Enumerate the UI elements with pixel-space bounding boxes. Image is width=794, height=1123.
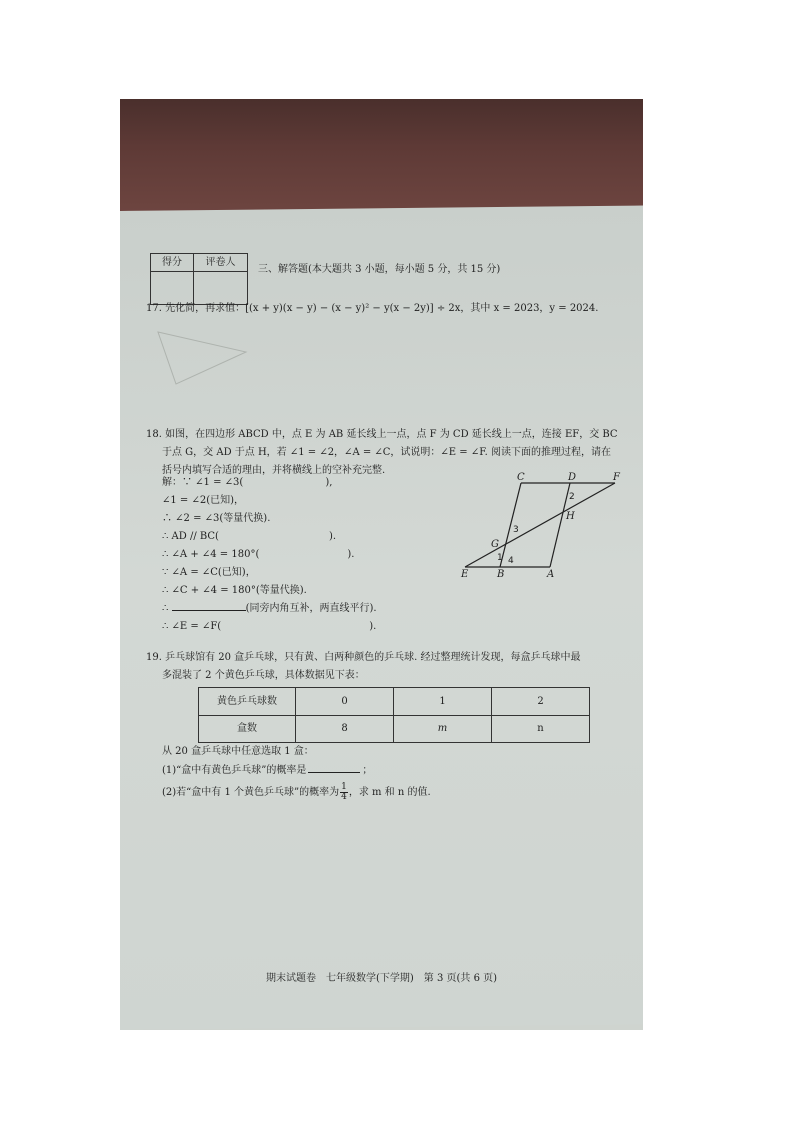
fraction: $\frac{1}{4}$ — [341, 782, 347, 802]
proof-step-9: ∴ ∠E = ∠F( ). — [162, 621, 377, 632]
question-18-line2: 于点 G，交 AD 于点 H，若 ∠1 = ∠2，∠A = ∠C，试说明：∠E = ∠F. 阅读下面的推理过程，请在 — [162, 447, 611, 458]
answer-blank[interactable] — [172, 610, 246, 611]
page-footer: 期末试题卷 七年级数学(下学期) 第 3 页(共 6 页) — [265, 973, 498, 984]
table-header-cell: 黄色乒乓球数 — [217, 696, 277, 707]
label-G: G — [491, 539, 499, 550]
data-table — [198, 687, 590, 743]
proof-step-1: 解：∵ ∠1 = ∠3( ), — [162, 477, 333, 488]
question-19-part2: (2)若“盒中有 1 个黄色乒乓球”的概率为 $\frac{1}{4}$ ，求 m 和 n 的值. — [162, 782, 431, 802]
question-18-line3: 括号内填写合适的理由，并将横线上的空补充完整. — [162, 465, 386, 476]
score-box — [150, 253, 248, 305]
section-heading: 三、解答题(本大题共 3 小题，每小题 5 分，共 15 分) — [258, 264, 501, 275]
table-cell: 0 — [341, 696, 348, 707]
table-row — [199, 715, 589, 742]
label-D: D — [568, 472, 577, 483]
table-cell: n — [537, 723, 544, 734]
table-cell: 1 — [439, 696, 446, 707]
question-17: 17. 先化简，再求值：[(x + y)(x − y) − (x − y)² − y(x − 2y)] ÷ 2x，其中 x = 2023，y = 2024. — [146, 303, 599, 314]
show-through-marks — [156, 324, 266, 394]
question-19-line1: 19. 乒乓球馆有 20 盒乒乓球，只有黄、白两种颜色的乒乓球. 经过整理统计发现，每盒乒乓球中最 — [146, 652, 581, 663]
proof-step-5: ∴ ∠A + ∠4 = 180°( ). — [162, 549, 355, 560]
label-C: C — [517, 472, 525, 483]
score-label: 得分 — [162, 257, 182, 268]
label-F: F — [613, 472, 620, 483]
table-cell: 2 — [537, 696, 544, 707]
question-18-line1: 18. 如图，在四边形 ABCD 中，点 E 为 AB 延长线上一点，点 F 为 CD 延长线上一点，连接 EF，交 BC — [146, 429, 618, 440]
proof-step-4: ∴ AD // BC( ). — [162, 531, 337, 542]
proof-step-6: ∵ ∠A = ∠C(已知)， — [162, 567, 256, 578]
proof-step-7: ∴ ∠C + ∠4 = 180°(等量代换). — [162, 585, 307, 596]
photo — [120, 99, 643, 1030]
table-cell: m — [437, 723, 448, 734]
table-cell: 8 — [341, 723, 348, 734]
page-content — [120, 99, 643, 1030]
angle-3: 3 — [513, 525, 519, 535]
grader-label: 评卷人 — [205, 257, 236, 268]
label-E: E — [461, 569, 469, 580]
proof-step-8: ∴ (同旁内角互补，两直线平行). — [162, 603, 377, 614]
table-row — [199, 688, 589, 715]
answer-blank[interactable] — [308, 772, 360, 773]
proof-step-3: ∴ ∠2 = ∠3(等量代换). — [162, 513, 271, 524]
label-B: B — [497, 569, 505, 580]
label-A: A — [547, 569, 555, 580]
question-19-line3: 从 20 盒乒乓球中任意选取 1 盒： — [162, 746, 314, 757]
label-H: H — [566, 511, 575, 522]
question-19-line2: 多混装了 2 个黄色乒乓球，具体数据见下表： — [162, 670, 365, 681]
angle-1: 1 — [497, 553, 503, 563]
question-19-part1: (1)“盒中有黄色乒乓球”的概率是 ； — [162, 765, 373, 776]
proof-step-2: ∠1 = ∠2(已知)， — [162, 495, 245, 506]
table-header-cell: 盒数 — [237, 723, 257, 734]
angle-2: 2 — [569, 492, 575, 502]
geometry-figure — [455, 469, 625, 581]
angle-4: 4 — [508, 556, 514, 566]
